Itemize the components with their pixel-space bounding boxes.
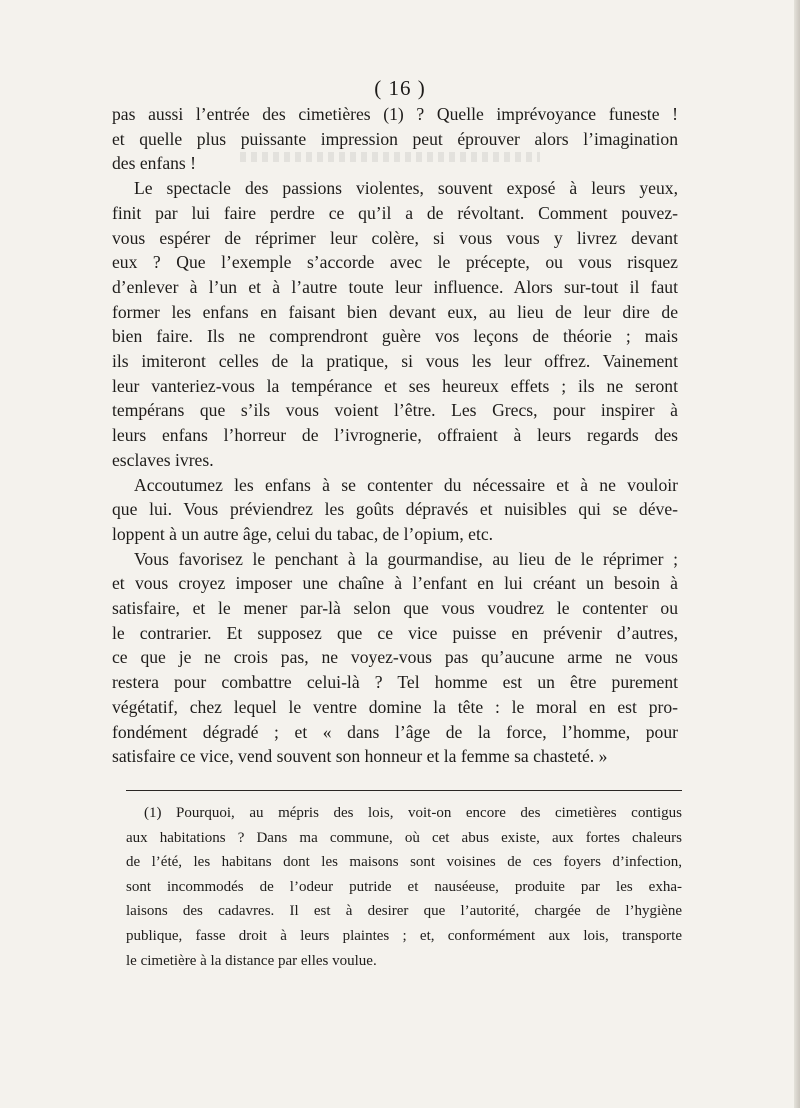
- text-line: tempérans que s’ils vous voient l’être. Les Grecs, pour inspirer à: [112, 400, 678, 421]
- text-line: former les enfans en faisant bien devant eux, au lieu de leur dire de: [112, 301, 678, 322]
- footnote-line: le cimetière à la distance par elles voulue.: [126, 952, 377, 969]
- footnote-line: laisons des cadavres. Il est à desirer que l’autorité, chargée de l’hygiène: [126, 903, 682, 920]
- text-line: des enfans !: [112, 153, 197, 174]
- text-line: leurs enfans l’horreur de l’ivrognerie, offraient à leurs regards des: [112, 425, 678, 446]
- text-line: d’enlever à l’un et à l’autre toute leur influence. Alors sur-tout il faut: [112, 276, 678, 297]
- footnote-block: [126, 801, 682, 973]
- text-line: Vous favorisez le penchant à la gourmandise, au lieu de le réprimer ;: [134, 548, 678, 569]
- text-line: satisfaire, et le mener par-là selon que vous voudrez le contenter ou: [112, 598, 678, 619]
- footnote-line: (1) Pourquoi, au mépris des lois, voit-on encore des cimetières contigus: [144, 805, 682, 821]
- text-line: et vous croyez imposer une chaîne à l’enfant en lui créant un besoin à: [112, 573, 678, 594]
- page-edge-shadow: [794, 0, 800, 1108]
- main-text-block: [112, 102, 678, 769]
- text-line: pas aussi l’entrée des cimetières (1) ? Quelle imprévoyance funeste !: [112, 104, 678, 124]
- text-line: restera pour combattre celui-là ? Tel homme est un être purement: [112, 672, 678, 693]
- footnote-line: de l’été, les habitans dont les maisons sont voisines de ces foyers d’infection,: [126, 854, 682, 871]
- text-line: loppent à un autre âge, celui du tabac, de l’opium, etc.: [112, 523, 494, 544]
- footnote-line: aux habitations ? Dans ma commune, où cet abus existe, aux fortes chaleurs: [126, 829, 682, 846]
- text-line: végétatif, chez lequel le ventre domine la tête : le moral en est pro-: [112, 696, 678, 717]
- text-line: vous espérer de réprimer leur colère, si vous vous y livrez devant: [112, 227, 678, 248]
- text-line: Accoutumez les enfans à se contenter du nécessaire et à ne vouloir: [134, 474, 678, 495]
- text-line: esclaves ivres.: [112, 449, 214, 470]
- text-line: et quelle plus puissante impression peut éprouver alors l’imagination: [112, 128, 678, 149]
- footnote-line: publique, fasse droit à leurs plaintes ; et, conformément aux lois, transporte: [126, 927, 682, 944]
- footnote-separator: [126, 790, 682, 791]
- text-line: fondément dégradé ; et « dans l’âge de la force, l’homme, pour: [112, 721, 678, 742]
- text-line: que lui. Vous préviendrez les goûts dépravés et nuisibles qui se déve-: [112, 499, 678, 520]
- text-line: ils imiteront celles de la pratique, si vous les leur offrez. Vainement: [112, 351, 678, 372]
- text-line: finit par lui faire perdre ce qu’il a de révoltant. Comment pouvez-: [112, 202, 678, 223]
- page-number-header: ( 16 ): [374, 76, 426, 100]
- text-line: ce que je ne crois pas, ne voyez-vous pas qu’aucune arme ne vous: [112, 647, 678, 668]
- text-line: satisfaire ce vice, vend souvent son honneur et la femme sa chasteté. »: [112, 746, 608, 767]
- footnote-line: sont incommodés de l’odeur putride et nauséeuse, produite par les exha-: [126, 878, 682, 895]
- text-line: bien faire. Ils ne comprendront guère vos leçons de théorie ; mais: [112, 326, 678, 347]
- text-line: leur vanteriez-vous la tempérance et ses heureux effets ; ils ne seront: [112, 375, 678, 396]
- text-line: Le spectacle des passions violentes, souvent exposé à leurs yeux,: [134, 178, 678, 199]
- text-line: eux ? Que l’exemple s’accorde avec le précepte, ou vous risquez: [112, 252, 678, 273]
- text-line: le contrarier. Et supposez que ce vice puisse en prévenir d’autres,: [112, 622, 678, 643]
